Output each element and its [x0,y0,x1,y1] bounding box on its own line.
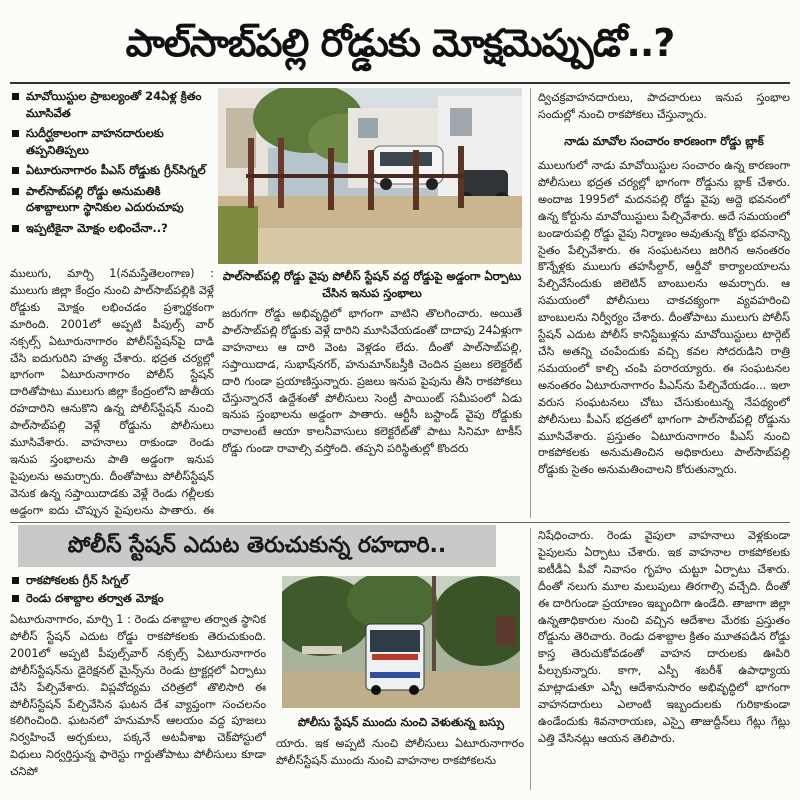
bullet-icon [12,577,19,584]
highlight-item [10,572,270,589]
column-divider [530,88,531,518]
highlight-item [10,590,270,607]
photo-caption: పాల్‌సాబ్‌పల్లి రోడ్డు వైపు పోలీస్ స్టేషన్ వద్ద రోడ్డుపై అడ్డంగా ఏర్పాటు చేసిన ఇనుప స్తంభాలు [222,269,522,300]
highlight-text: ఏటూరునాగారం పీఎస్ రోడ్డుకు గ్రీన్‌సిగ్నల్ [26,163,206,177]
highlight-text: పాల్‌సాబ్‌పల్లి రోడ్డు అనుమతికి దశాబ్దాలుగా స్థానికుల ఎదురుచూపు [26,183,184,214]
highlight-item [10,162,214,179]
bullet-icon [12,595,19,602]
highlight-item [10,220,214,237]
bullet-icon [12,130,19,137]
highlight-text: రెండు దశాబ్దాల తర్వాత మోక్షం [26,590,164,605]
highlight-text: మావోయిస్టుల ప్రాబల్యంతో 24ఏళ్ల క్రితం మూసివేత [26,89,202,120]
article-text: ఏటూరునాగారం, మార్చి 1 : రెండు దశాబ్దాల తర్వాత స్థానిక పోలీస్ స్టేషన్ ఎదుట రోడ్డు రాకపోకలకు తెరుచుకుంది. 2001లో అప్పటి పీపుల్స్‌వార్ నక్సల్స్ ఏటూరునాగారం పోలీస్‌స్టేషన్‌ను డైరెక్షనల్ మైన్స్‌ను రెండు ట్రాక్టర్లలో ఏర్పాటు చేసి పేల్చివేశారు. విప్లవోద్యమ చరిత్రలో తొలిసారి ఈ పోలీస్‌స్టేషన్ పేల్చివేసిన ఘటన దేశ వ్యాప్తంగా సంచలనం కలిగించింది. ఘటనలో హనుమాన్ ఆలయం వద్ద పూజలు నిర్వహించే అర్చకులు, పక్కనే అటవీశాఖ చెక్‌పోస్టులో విధులు నిర్వర్తిస్తున్న ఫారెస్టు గార్డుతోపాటు పోలీసులు కూడా చనిపో [10,613,266,779]
bullet-icon [12,167,19,174]
highlight-text: రాకపోకలకు గ్రీన్ సిగ్నల్ [26,573,129,587]
story2-column-2 [276,736,524,792]
subheading: నాడు మావోల సంచారం కారణంగా రోడ్డు బ్లాక్ [564,134,764,148]
bullet-icon [12,93,19,100]
article-text: ద్విచక్రవాహనదారులు, పాదచారులు ఇనుప స్తంభాల సందుల్లో నుంచి రాకపోకలు చేస్తున్నారు. [538,91,790,121]
article-text: ములుగు, మార్చి 1(నమస్తేతెలంగాణ) : ములుగు జిల్లా కేంద్రం నుంచి పాల్‌సాబ్‌పల్లికి వెళ్లే రోడ్డుకు మోక్షం లభించడం ప్రశ్నార్థకంగా మారింది. 2001లో అప్పటి పీపుల్స్ వార్ నక్సల్స్ ఏటూరునాగారం పోలీస్‌స్టేషన్‌పై దాడి చేసి ఐదుగురిని హత్య చేశారు. భద్రత చర్యల్లో భాగంగా ఏటూరునాగారం పోలీస్ స్టేషన్ దారితోపాటు ములుగు జిల్లా కేంద్రంలోని జాతీయ రహదారిని ఆనుకొని ఉన్న పోలీస్‌స్టేషన్ నుంచి పాల్‌సాబ్‌పల్లి వెళ్లే రోడ్డును పోలీసులు మూసివేశారు. వాహనాలు రాకుండా రెండు ఇనుప స్తంభాలను పాతి అడ్డంగా ఇనుప పైపులను అమర్చారు. దీంతోపాటు పోలీస్‌స్టేషన్ వెనుక ఉన్న సప్తాయిదాడకు వెళ్లే రెండు గల్లీలకు అడ్డంగా ఐదు చొప్పున పైపులను పాతారు. ఈ [10,267,214,517]
story1-column-2 [222,306,522,518]
story2-column-1 [10,612,266,792]
highlights-list [10,88,214,240]
highlight-text: సుదీర్ఘకాలంగా వాహనదారులకు తప్పనితిప్పలు [26,126,164,157]
article-text: యారు. ఇక అప్పటి నుంచి పోలీసులు ఏటూరునాగారం పోలీస్‌స్టేషన్ ముందు నుంచి వాహనాల రాకపోకలను [276,737,524,767]
bus-photo [282,576,520,708]
road-barrier-photo [218,88,522,264]
highlight-item [10,125,214,158]
article-text: నిషేధించారు. రెండు వైపులా వాహనాలు వెళ్లకుండా పైపులను ఏర్పాటు చేశారు. ఇక వాహనాల రాకపోకలకు ఐటీడీఏ పీవో నివాసం గృహం చుట్టూ ఏర్పాటు చేశారు. దీంతో నలుగు మూల మలుపులు తిరగాల్సి వచ్చేది. దీంతో ఈ దారిగుండా ప్రయాణం ఇబ్బందిగా ఉండేది. తాజాగా జిల్లా ఉన్నతాధికారుల నుంచి వచ్చిన ఆదేశాల మేరకు ప్రస్తుతం రోడ్డును తెరిచారు. రెండు దశాబ్దాల క్రితం మూతపడిన రోడ్డు కాస్త తెరుచుకోవడంతో వాహన దారులకు ఊపిరి పీల్చుకున్నారు. కాగా, ఎస్పీ శబరీశ్ ఉపాధ్యాయ మాట్లాడుతూ ఎస్పీ ఆదేశానుసారం అభివృద్ధిలో భాగంగా వాహనదారులు ఎలాంటి ఇబ్బందులకు గురికాకుండా ఉండేందుకు శివనారాయణ, ఎస్పై తాజుద్దీన్‌లు గేట్లు గేట్లు ఎత్తి వేసినట్లు ఆయన తెలిపారు. [538,529,790,745]
article-text: ములుగులో నాడు మావోయిస్టుల సంచారం ఉన్న కారణంగా పోలీసులు భద్రత చర్యల్లో భాగంగా రోడ్డును బ్లాక్ చేశారు. అందాజ 1995లో మదనపల్లి రోడ్డు వైపు అద్దె భవనంలో ఉన్న కోర్టును మావోయిస్టులు పేల్చివేశారు. అదే సమయంలో బండారుపల్లి రోడ్డు వైపు నిర్మాణం అవుతున్న కోర్టు భవనాన్ని సైతం పేల్చివేశారు. ఈ సంఘటనలు జరిగిన అనంతరం కొన్నేళ్లకు ములుగు తహసీల్దార్, ఆర్డీవో కార్యాలయాలను పేల్చివేసేందుకు జిలెటిన్ బాంబులను అమర్చారు. ఆ సమయంలో పోలీసులు చాకచక్యంగా వ్యవహరించి బాంబులను నిర్వీర్యం చేశారు. దీంతోపాటు ములుగు పోలీస్ స్టేషన్ ఎదుట పోలీస్ కానిస్టేబుళ్లను మావోయిస్టులు టార్గెట్ చేసి అతన్ని చంపేందుకు వచ్చి కవల సోదరుడిని రాత్రి సమయంలో కాల్చి చంపి పరారయ్యారు. ఈ సంఘటనల అనంతరం ఏటూరునాగారం పీఎస్‌ను పేల్చివేయడం... ఇలా వరుస సంఘటనలు చోటు చేసుకుంటున్న నేపథ్యంలో పోలీసులు పీఎస్ భద్రతలో భాగంగా పాల్‌సాబ్‌పల్లి రోడ్డును మూసివేశారు. ప్రస్తుతం ఏటూరునాగారం పీఎస్ నుంచి రాకపోకలకు అనుమతించిన అధికారులు పాల్‌సాబ్‌పల్లి రోడ్డుకు సైతం అనుమతించాలని కోరుతున్నారు. [538,159,790,477]
main-headline: పాల్‌సాబ్‌పల్లి రోడ్డుకు మోక్షమెప్పుడో..? [125,21,675,65]
story1-column-3b [538,158,790,520]
photo-caption: పోలీసు స్టేషన్ ముందు నుంచి వెళుతున్న బస్సు [297,715,505,729]
article-text: జరుగగా రోడ్డు అభివృద్ధిలో భాగంగా వాటిని తొలగించారు. అయితే పాల్‌సాబ్‌పల్లి రోడ్డుకు వెళ్లే దారిని మూసివేయడంతో దాదాపు 24ఏళ్లుగా వాహనాలు ఆ దారి వెంట వెళ్లడం లేదు. దీంతో పాల్‌సాబ్‌పల్లి, సప్తాయిదాడ, సుభాష్‌నగర్, హనుమాన్‌బస్తీకి చెందిన ప్రజలు కలెక్టరేట్ దారి గుండా ప్రయాణిస్తున్నారు. ప్రజలు ఇనుప పైపును తీసి రాకపోకలు చేస్తున్నారనే ఉద్దేశంతో పోలీసులు సెంట్రీ పాయింట్ సమీపంలో ఏడు ఇనుప స్తంభాలను అడ్డంగా పాతారు. ఆర్టీసీ బస్టాండ్ వైపు రోడ్డుకు రావాలంటే ఆయా కాలనీవాసులు కలెక్టరేట్‌తో పాటు సినిమా టాకీస్ రోడ్డు గుండా రావాల్సి వస్తోంది. తప్పని పరిస్థితుల్లో కొందరు [222,307,522,456]
story2-highlights [10,572,270,610]
highlight-text: ఇప్పటికైనా మోక్షం లభించేనా..? [26,220,168,235]
story1-column-3a [538,90,790,126]
highlight-item [10,183,214,216]
bullet-icon [12,188,19,195]
highlight-item [10,88,214,121]
story1-column-1 [10,266,214,518]
bullet-icon [12,225,19,232]
story2-column-3 [538,528,790,792]
column-divider [530,528,531,790]
story-separator [10,522,790,523]
headline-rule [10,82,790,84]
story2-headline: పోలీస్ స్టేషన్ ఎదుట తెరుచుకున్న రహదారి.. [18,525,496,567]
